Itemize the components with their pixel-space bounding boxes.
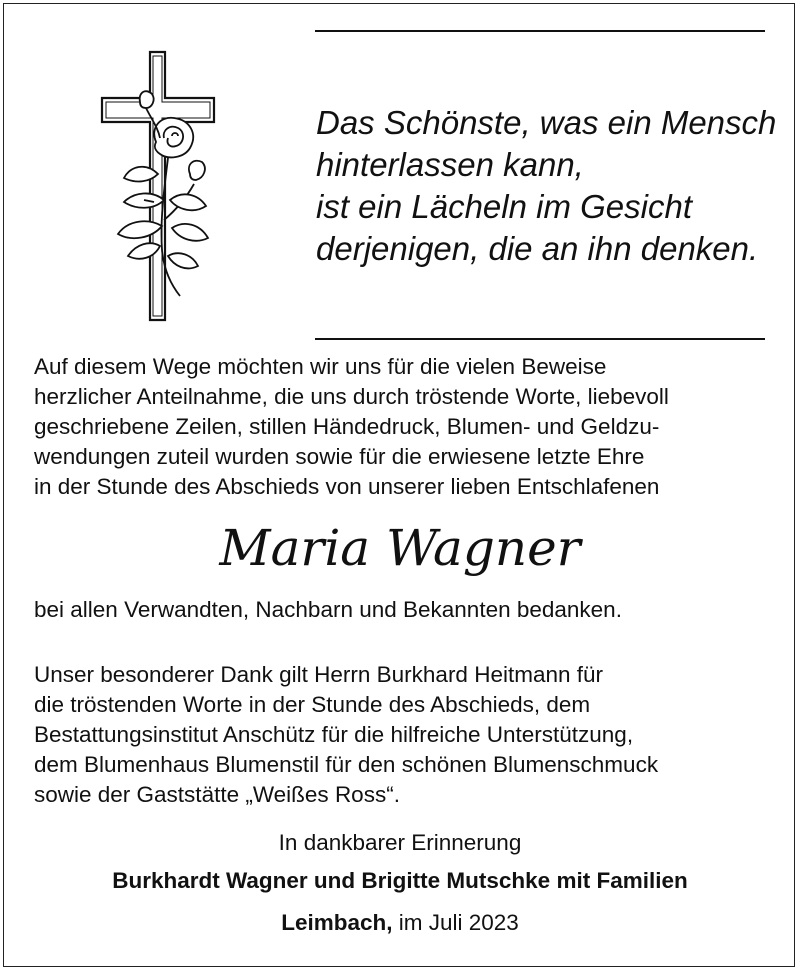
thanks-paragraph: [34, 595, 774, 625]
text-line: Bestattungsinstitut Anschütz für die hilfreiche Unterstützung,: [34, 722, 634, 747]
text-line: dem Blumenhaus Blumenstil für den schönen Blumenschmuck: [34, 752, 659, 777]
quote-line: derjenigen, die an ihn denken.: [316, 230, 759, 267]
family-signature: Burkhardt Wagner und Brigitte Mutschke mit Familien: [112, 868, 688, 893]
bottom-divider: [315, 338, 765, 340]
quote-line: Das Schönste, was ein Mensch: [316, 104, 777, 141]
text-line: wendungen zuteil wurden sowie für die erwiesene letzte Ehre: [34, 444, 645, 469]
place-date-line: [0, 908, 800, 938]
quote-line: ist ein Lächeln im Gesicht: [316, 188, 693, 225]
remembrance-line: In dankbarer Erinnerung: [278, 830, 522, 855]
cross-with-rose-icon: [98, 50, 218, 322]
text-line: geschriebene Zeilen, stillen Händedruck, Blumen- und Geldzu-: [34, 414, 660, 439]
deceased-name: Maria Wagner: [219, 519, 581, 577]
text-line: herzlicher Anteilnahme, die uns durch tröstende Worte, liebevoll: [34, 384, 669, 409]
memorial-quote: [316, 102, 786, 270]
text-line: Unser besonderer Dank gilt Herrn Burkhard Heitmann für: [34, 662, 604, 687]
text-line: in der Stunde des Abschieds von unserer lieben Entschlafenen: [34, 474, 660, 499]
top-divider: [315, 30, 765, 32]
text-line: sowie der Gaststätte „Weißes Ross“.: [34, 782, 400, 807]
intro-paragraph: [34, 352, 774, 502]
date-text: im Juli 2023: [392, 910, 519, 935]
special-thanks-paragraph: [34, 660, 774, 810]
text-line: Auf diesem Wege möchten wir uns für die vielen Beweise: [34, 354, 607, 379]
text-line: die tröstenden Worte in der Stunde des Abschieds, dem: [34, 692, 591, 717]
quote-line: hinterlassen kann,: [316, 146, 584, 183]
text-line: bei allen Verwandten, Nachbarn und Bekannten bedanken.: [34, 597, 622, 622]
place-name: Leimbach,: [281, 910, 393, 935]
